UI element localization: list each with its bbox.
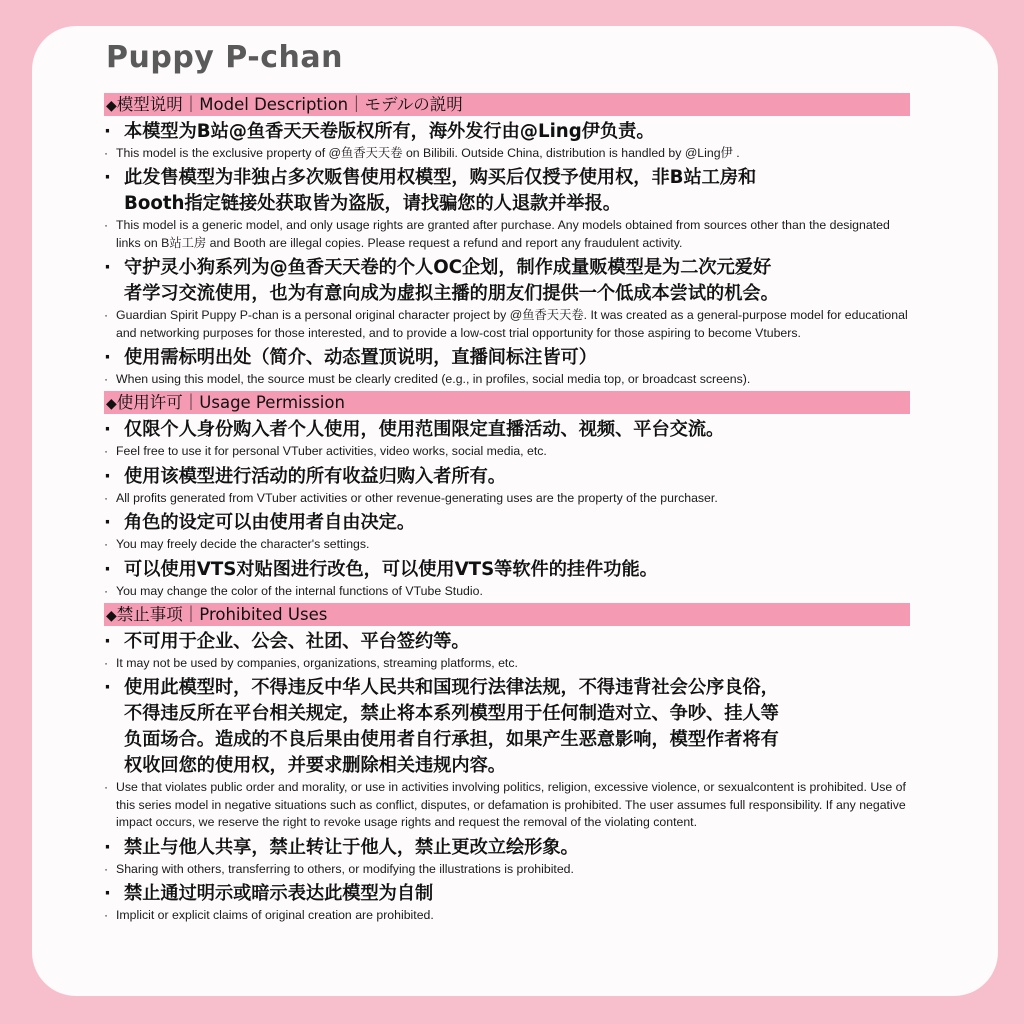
rule-line: 者学习交流使用，也为有意向成为虚拟主播的朋友们提供一个低成本尝试的机会。	[124, 283, 779, 305]
rule-text-en	[104, 655, 910, 672]
license-card	[32, 26, 998, 996]
bullet-icon: ·	[104, 308, 109, 323]
rule-text-en	[104, 583, 910, 600]
diamond-icon: ◆	[106, 98, 117, 114]
rule-text-en	[104, 907, 910, 924]
section-header	[104, 93, 910, 116]
rule-translation: Feel free to use it for personal VTuber activities, video works, social media, etc.	[116, 444, 547, 459]
bullet-icon: ·	[104, 444, 109, 459]
rule-line: 角色的设定可以由使用者自由决定。	[124, 512, 416, 534]
bullet-icon: ·	[104, 656, 109, 671]
rule-line: 不得违反所在平台相关规定，禁止将本系列模型用于任何制造对立、争吵、挂人等	[124, 703, 779, 725]
rule-text-zh	[104, 165, 910, 217]
rule-text-zh	[104, 675, 910, 779]
rule-text-en	[104, 861, 910, 878]
rule-translation: You may freely decide the character's settings.	[116, 537, 370, 552]
rule-line: 负面场合。造成的不良后果由使用者自行承担，如果产生恶意影响，模型作者将有	[124, 729, 779, 751]
bullet-icon: ·	[104, 257, 111, 279]
rule-translation: Implicit or explicit claims of original creation are prohibited.	[116, 908, 434, 923]
rule-text-en	[104, 145, 910, 162]
rule-text-en	[104, 490, 910, 507]
rule-translation: It may not be used by companies, organizations, streaming platforms, etc.	[116, 656, 518, 671]
rule-text-zh	[104, 255, 910, 307]
rule-line: 权收回您的使用权，并要求删除相关违规内容。	[124, 755, 506, 777]
rule-line: 不可用于企业、公会、社团、平台签约等。	[124, 631, 470, 653]
rule-line: 使用此模型时，不得违反中华人民共和国现行法律法规，不得违背社会公序良俗，	[124, 677, 779, 699]
rule-text-zh	[104, 345, 910, 371]
section-0	[104, 93, 910, 388]
section-header-text: 使用许可｜Usage Permission	[116, 393, 345, 413]
rule-line: 本模型为B站@鱼香天天卷版权所有，海外发行由@Ling伊负责。	[124, 121, 655, 142]
bullet-icon: ·	[104, 490, 109, 505]
page-title: Puppy P-chan	[106, 40, 343, 75]
rule-line: 禁止与他人共享，禁止转让于他人，禁止更改立绘形象。	[124, 836, 579, 858]
rule-text-zh	[104, 510, 910, 536]
rule-translation: You may change the color of the internal functions of VTube Studio.	[116, 583, 483, 598]
bullet-icon: ·	[104, 631, 111, 653]
rule-text-en	[104, 307, 910, 342]
rule-line: 守护灵小狗系列为@鱼香天天卷的个人OC企划，制作成量贩模型是为二次元爱好	[124, 257, 772, 279]
rule-text-en	[104, 443, 910, 460]
rule-line: 此发售模型为非独占多次贩售使用权模型，购买后仅授予使用权，非B站工房和	[124, 167, 757, 189]
bullet-icon: ·	[104, 583, 109, 598]
bullet-icon: ·	[104, 558, 111, 580]
section-2	[104, 603, 910, 924]
bullet-icon: ·	[104, 218, 109, 233]
rule-text-zh	[104, 417, 910, 443]
bullet-icon: ·	[104, 465, 111, 487]
rule-line: 仅限个人身份购入者个人使用，使用范围限定直播活动、视频、平台交流。	[124, 419, 725, 441]
rule-translation: Sharing with others, transferring to others, or modifying the illustrations is prohibited.	[116, 861, 574, 876]
rule-translation: This model is a generic model, and only usage rights are granted after purchase. Any models obtained from sources other than the designated links on B站工房 and Booth are illegal copies. Please request a refund and report any fraudulent activity.	[116, 218, 890, 250]
diamond-icon: ◆	[106, 608, 117, 625]
bullet-icon: ·	[104, 146, 109, 160]
rule-text-en	[104, 536, 910, 553]
rule-translation: Use that violates public order and morality, or use in activities involving politics, religion, excessive violence, or sexualcontent is prohibited. Use of this series model in negative situations such as conflict, disputes, or defamation is prohibited. The user assumes full responsibility. If any negative impact occurs, we reserve the right to revoke usage rights and request the removal of the violating content.	[116, 780, 906, 830]
bullet-icon: ·	[104, 677, 111, 699]
section-header	[104, 391, 910, 414]
rule-line: 可以使用VTS对贴图进行改色，可以使用VTS等软件的挂件功能。	[124, 558, 658, 580]
rule-text-zh	[104, 629, 910, 655]
rule-text-en	[104, 217, 910, 252]
rule-text-en	[104, 779, 910, 831]
rule-text-zh	[104, 881, 910, 907]
rule-text-en	[104, 371, 910, 388]
bullet-icon: ·	[104, 512, 111, 534]
bullet-icon: ·	[104, 836, 111, 858]
license-content	[104, 93, 910, 928]
rule-translation: All profits generated from VTuber activities or other revenue-generating uses are the property of the purchaser.	[116, 490, 718, 505]
diamond-icon: ◆	[106, 396, 117, 413]
bullet-icon: ·	[104, 347, 111, 369]
rule-line: Booth指定链接处获取皆为盗版，请找骗您的人退款并举报。	[124, 193, 621, 215]
bullet-icon: ·	[104, 121, 111, 142]
bullet-icon: ·	[104, 908, 109, 923]
rule-line: 禁止通过明示或暗示表达此模型为自制	[124, 883, 434, 905]
rule-text-zh	[104, 119, 910, 145]
bullet-icon: ·	[104, 861, 109, 876]
bullet-icon: ·	[104, 883, 111, 905]
bullet-icon: ·	[104, 372, 109, 387]
section-header-text: 禁止事项｜Prohibited Uses	[116, 605, 328, 625]
rule-text-zh	[104, 557, 910, 583]
bullet-icon: ·	[104, 167, 111, 189]
rule-line: 使用需标明出处（简介、动态置顶说明，直播间标注皆可）	[124, 347, 597, 369]
bullet-icon: ·	[104, 419, 111, 441]
rule-text-zh	[104, 835, 910, 861]
section-header	[104, 603, 910, 626]
bullet-icon: ·	[104, 780, 109, 795]
rule-translation: When using this model, the source must be clearly credited (e.g., in profiles, social media top, or broadcast screens).	[116, 372, 751, 387]
section-1	[104, 391, 910, 600]
bullet-icon: ·	[104, 537, 109, 552]
rule-line: 使用该模型进行活动的所有收益归购入者所有。	[124, 465, 506, 487]
rule-translation: This model is the exclusive property of @鱼香天天卷 on Bilibili. Outside China, distribution is handled by @Ling伊 .	[116, 146, 740, 160]
rule-text-zh	[104, 464, 910, 490]
section-header-text: 模型说明｜Model Description｜モデルの説明	[116, 95, 463, 114]
rule-translation: Guardian Spirit Puppy P-chan is a personal original character project by @鱼香天天卷. It was created as a general-purpose model for educational and networking purposes for those interested, and to provide a low-cost trial opportunity for those aspiring to become Vtubers.	[116, 308, 908, 340]
